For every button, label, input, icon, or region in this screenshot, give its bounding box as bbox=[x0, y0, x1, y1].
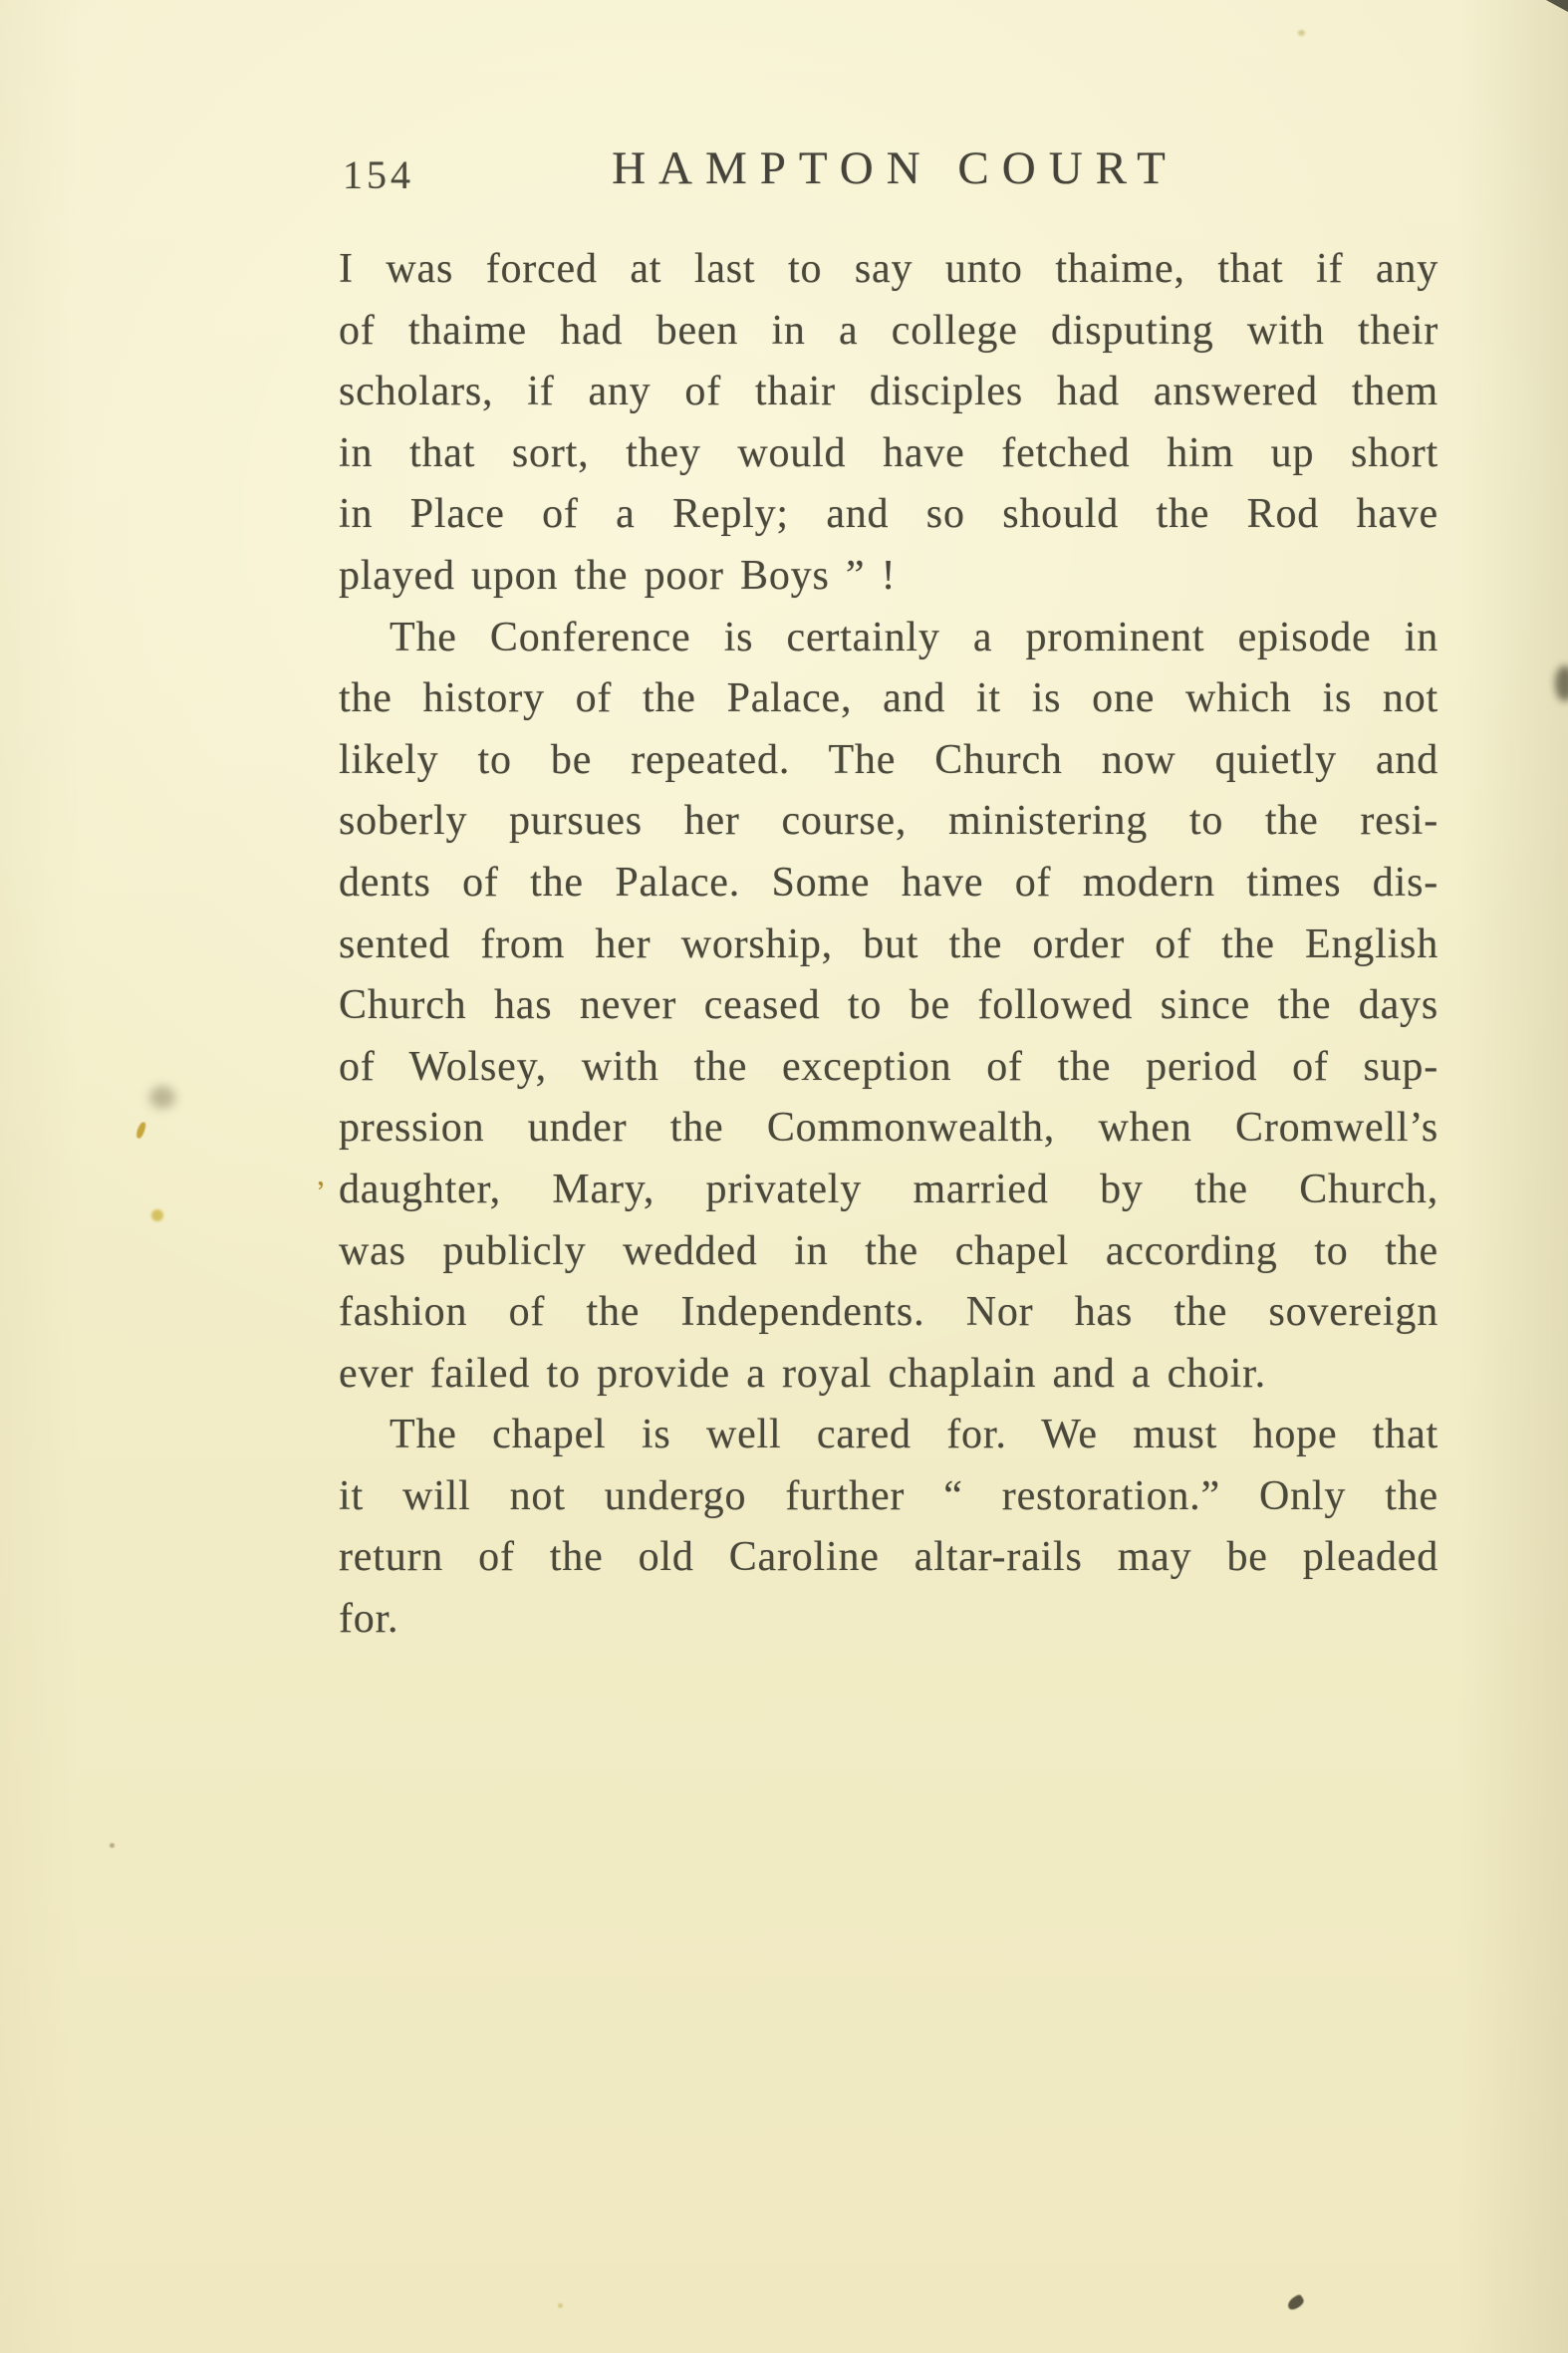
scan-corner-sliver bbox=[1546, 0, 1568, 12]
text-line: pression under the Commonwealth, when Cromwell’s bbox=[339, 1105, 1438, 1152]
text-line: in that sort, they would have fetched him up short bbox=[339, 429, 1438, 476]
paper-speck bbox=[558, 2303, 563, 2308]
text-line: return of the old Caroline altar-rails may be pleaded bbox=[339, 1534, 1438, 1581]
text-line: ever failed to provide a royal chaplain and a choir. bbox=[339, 1350, 1266, 1397]
text-line: soberly pursues her course, ministering to the resi- bbox=[339, 798, 1438, 845]
text-line: in Place of a Reply; and so should the Rod have bbox=[339, 491, 1438, 538]
text-line: Church has never ceased to be followed since the days bbox=[339, 982, 1438, 1029]
text-line: dents of the Palace. Some have of modern times dis- bbox=[339, 859, 1438, 906]
text-line: for. bbox=[339, 1596, 399, 1643]
text-line: daughter, Mary, privately married by the Church, bbox=[339, 1166, 1438, 1212]
text-line: of Wolsey, with the exception of the period of sup- bbox=[339, 1043, 1438, 1090]
text-line: likely to be repeated. The Church now quietly and bbox=[339, 736, 1438, 783]
page-title: HAMPTON COURT bbox=[612, 142, 1178, 194]
scan-edge-smudge bbox=[1555, 665, 1568, 701]
text-line: The chapel is well cared for. We must hope that bbox=[390, 1412, 1438, 1458]
text-line: sented from her worship, but the order of the English bbox=[339, 920, 1438, 967]
text-line: scholars, if any of thair disciples had answered them bbox=[339, 369, 1438, 415]
paper-speck bbox=[151, 1209, 163, 1221]
text-line: it will not undergo further “ restoration.” Only the bbox=[339, 1472, 1438, 1519]
text-line: I was forced at last to say unto thaime, that if any bbox=[339, 246, 1438, 292]
text-line: played upon the poor Boys ” ! bbox=[339, 552, 897, 599]
text-line: the history of the Palace, and it is one which is not bbox=[339, 675, 1438, 722]
page-number: 154 bbox=[343, 152, 414, 197]
text-line: fashion of the Independents. Nor has the sovereign bbox=[339, 1289, 1438, 1336]
paper-speck bbox=[1298, 30, 1305, 36]
paper-smudge bbox=[149, 1086, 175, 1109]
text-line: was publicly wedded in the chapel according to the bbox=[339, 1227, 1438, 1274]
text-block bbox=[339, 239, 1438, 1651]
paper-speck bbox=[110, 1843, 115, 1848]
text-line: The Conference is certainly a prominent episode in bbox=[390, 614, 1438, 660]
paper-speck bbox=[1285, 2293, 1305, 2311]
paper-speck bbox=[135, 1121, 147, 1139]
text-line: of thaime had been in a college disputing with their bbox=[339, 307, 1438, 354]
marginal-print-mark: ’ bbox=[314, 1175, 330, 1209]
page-header bbox=[339, 142, 1438, 201]
